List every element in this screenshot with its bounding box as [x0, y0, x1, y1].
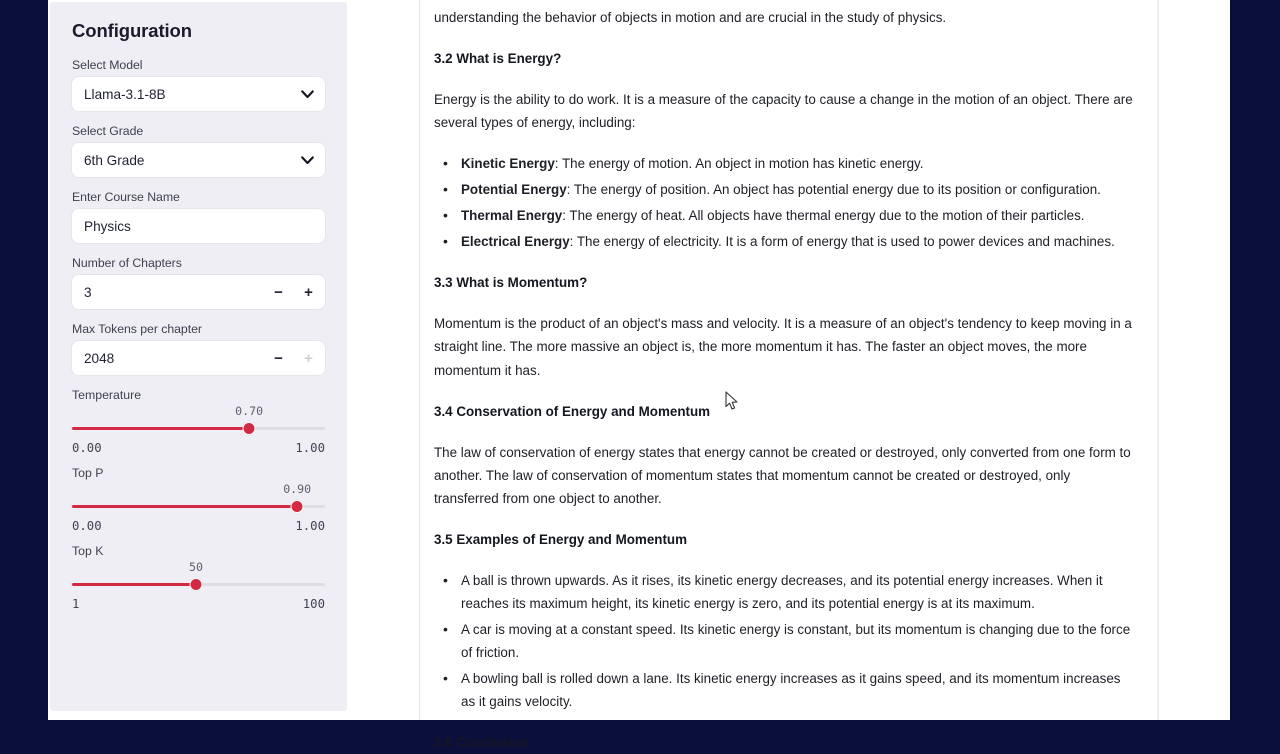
- select-control[interactable]: [72, 77, 325, 111]
- bullet-list: [434, 152, 1134, 253]
- decrement-button[interactable]: −: [274, 349, 283, 367]
- list-item: [434, 569, 1134, 615]
- slider-thumb[interactable]: [243, 422, 256, 435]
- increment-button: +: [304, 349, 313, 367]
- slider-min-label: 0.00: [72, 441, 102, 455]
- configuration-fields: [72, 58, 325, 375]
- chevron-down-icon[interactable]: [300, 153, 314, 167]
- list-item-text: A bowling ball is rolled down a lane. Its kinetic energy increases as it gains speed, and its momentum increases as it gains velocity.: [461, 670, 1121, 710]
- field-value: Llama-3.1-8B: [84, 86, 166, 102]
- slider-track[interactable]: [72, 577, 325, 591]
- slider-track-fill: [72, 583, 196, 586]
- list-item-text: : The energy of heat. All objects have thermal energy due to the motion of their particles.: [562, 208, 1085, 224]
- document-content-panel: [420, 0, 1158, 751]
- slider-current-value: 0.90: [283, 482, 312, 496]
- slider-range-labels: [72, 519, 325, 533]
- section-heading: 3.6 Conclusion: [434, 735, 530, 751]
- bullet-list: [434, 569, 1134, 713]
- slider-thumb[interactable]: [291, 500, 304, 513]
- list-item: [434, 230, 1134, 253]
- stepper-buttons: [272, 341, 315, 375]
- slider-track[interactable]: [72, 421, 325, 435]
- field-label: Max Tokens per chapter: [72, 322, 202, 336]
- slider-thumb[interactable]: [189, 578, 202, 591]
- slider-max-label: 1.00: [295, 441, 325, 455]
- field-label: Select Grade: [72, 124, 144, 138]
- content-right-edge: [1157, 0, 1159, 720]
- list-item: [434, 667, 1134, 713]
- list-item-term: Electrical Energy: [461, 234, 570, 250]
- number-stepper-control[interactable]: [72, 275, 325, 309]
- decrement-button[interactable]: −: [274, 283, 283, 301]
- field-value: 2048: [84, 350, 115, 366]
- slider-range-labels: [72, 597, 325, 611]
- slider-temperature: [72, 388, 325, 455]
- section-heading: 3.2 What is Energy?: [434, 51, 562, 67]
- slider-top-k: [72, 544, 325, 611]
- configuration-sidebar: [50, 2, 347, 711]
- slider-track-fill: [72, 505, 297, 508]
- paragraph: Momentum is the product of an object's mass and velocity. It is a measure of an object's tendency to keep moving in a straight line. The more massive an object is, the more momentum it has. The faster an object moves, the more momentum it has.: [434, 316, 1132, 378]
- slider-range-labels: [72, 441, 325, 455]
- field-enter-course-name: [72, 190, 325, 243]
- text-input-control[interactable]: [72, 209, 325, 243]
- slider-current-value: 50: [188, 560, 203, 574]
- field-value: 6th Grade: [84, 152, 145, 168]
- select-control[interactable]: [72, 143, 325, 177]
- chevron-down-icon[interactable]: [300, 87, 314, 101]
- document-body: [434, 6, 1134, 754]
- section-heading: 3.4 Conservation of Energy and Momentum: [434, 403, 711, 419]
- slider-label: Temperature: [72, 388, 142, 402]
- app-surface: [48, 0, 1230, 751]
- slider-value-row: [72, 404, 325, 420]
- slider-track[interactable]: [72, 499, 325, 513]
- field-label: Select Model: [72, 58, 143, 72]
- configuration-sliders: [72, 388, 325, 611]
- list-item: [434, 178, 1134, 201]
- slider-value-row: [72, 482, 325, 498]
- list-item-text: : The energy of electricity. It is a form of energy that is used to power devices and machines.: [569, 234, 1115, 250]
- field-select-model: [72, 58, 325, 111]
- slider-max-label: 100: [302, 597, 325, 611]
- slider-label: Top P: [72, 466, 104, 480]
- field-value: 3: [84, 284, 92, 300]
- slider-max-label: 1.00: [295, 519, 325, 533]
- list-item-text: : The energy of motion. An object in motion has kinetic energy.: [554, 156, 924, 172]
- slider-min-label: 1: [72, 597, 80, 611]
- stepper-buttons: [272, 275, 315, 309]
- list-item: [434, 152, 1134, 175]
- section-heading: 3.5 Examples of Energy and Momentum: [434, 531, 687, 547]
- list-item-term: Kinetic Energy: [461, 156, 555, 172]
- slider-track-fill: [72, 427, 249, 430]
- list-item-text: : The energy of position. An object has potential energy due to its position or configuration.: [566, 182, 1101, 198]
- field-max-tokens-per-chapter: [72, 322, 325, 375]
- field-number-of-chapters: [72, 256, 325, 309]
- list-item-text: A car is moving at a constant speed. Its kinetic energy is constant, but its momentum is changing due to the force of friction.: [461, 621, 1131, 660]
- paragraph: understanding the behavior of objects in motion and are crucial in the study of physics.: [434, 10, 947, 25]
- slider-min-label: 0.00: [72, 519, 102, 533]
- list-item-term: Thermal Energy: [461, 208, 563, 224]
- list-item: [434, 618, 1134, 664]
- field-label: Number of Chapters: [72, 256, 182, 270]
- section-heading: 3.3 What is Momentum?: [434, 275, 588, 291]
- field-label: Enter Course Name: [72, 190, 180, 204]
- panel-title: Configuration: [72, 20, 192, 41]
- slider-value-row: [72, 560, 325, 576]
- number-stepper-control[interactable]: [72, 341, 325, 375]
- slider-current-value: 0.70: [235, 404, 264, 418]
- field-value: Physics: [84, 218, 131, 234]
- paragraph: The law of conservation of energy states that energy cannot be created or destroyed, only converted from one form to another. The law of conservation of momentum states that momentum cannot be created or destroyed, only transferred from one object to another.: [434, 444, 1131, 506]
- field-select-grade: [72, 124, 325, 177]
- list-item: [434, 204, 1134, 227]
- list-item-term: Potential Energy: [461, 182, 567, 198]
- list-item-text: A ball is thrown upwards. As it rises, its kinetic energy decreases, and its potential energy increases. When it reaches its maximum height, its kinetic energy is zero, and its potential energy is at its maximum.: [461, 572, 1103, 611]
- slider-label: Top K: [72, 544, 104, 558]
- increment-button[interactable]: +: [304, 283, 313, 301]
- paragraph: Energy is the ability to do work. It is a measure of the capacity to cause a change in the motion of an object. There are several types of energy, including:: [434, 92, 1133, 131]
- slider-top-p: [72, 466, 325, 533]
